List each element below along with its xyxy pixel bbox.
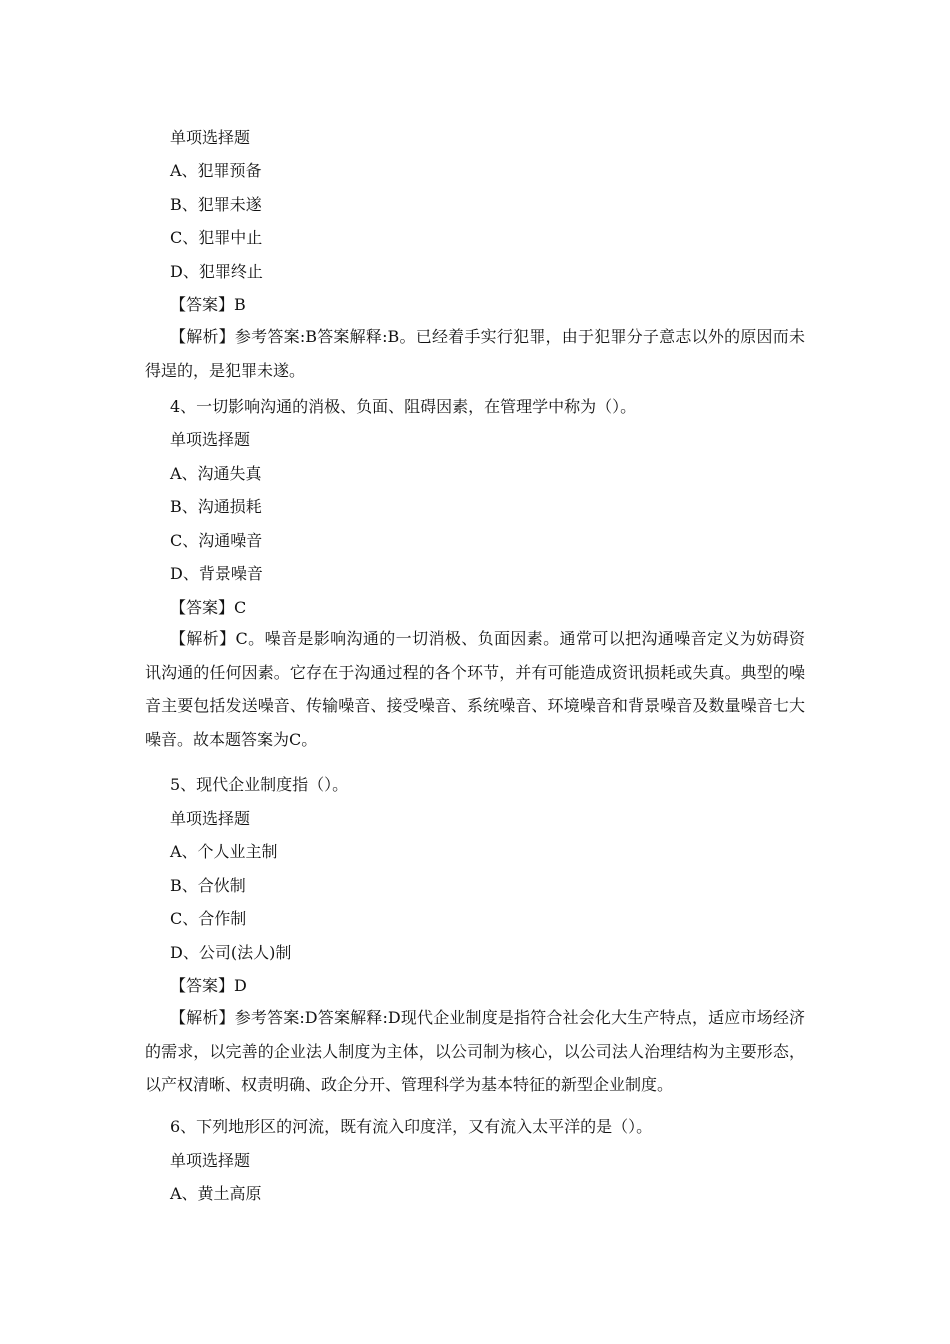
question-stem: 6、下列地形区的河流，既有流入印度洋，又有流入太平洋的是（）。: [170, 1117, 653, 1136]
option-a: A、沟通失真: [170, 464, 262, 483]
answer: 【答案】D: [170, 976, 247, 995]
option-d: D、公司(法人)制: [170, 943, 292, 962]
option-b: B、合伙制: [170, 876, 246, 895]
analysis: 【解析】C。噪音是影响沟通的一切消极、负面因素。通常可以把沟通噪音定义为妨碍资讯沟通的任何因素。它存在于沟通过程的各个环节，并有可能造成资讯损耗或失真。典型的噪音主要包括发送噪音、传输噪音、接受噪音、系统噪音、环境噪音和背景噪音及数量噪音七大噪音。故本题答案为C。: [145, 629, 805, 749]
option-a: A、犯罪预备: [170, 161, 262, 180]
question-stem: 5、现代企业制度指（）。: [170, 775, 349, 794]
answer: 【答案】B: [170, 295, 246, 314]
option-c: C、合作制: [170, 909, 247, 928]
option-d: D、犯罪终止: [170, 262, 263, 281]
question-type: 单项选择题: [170, 1151, 251, 1170]
answer: 【答案】C: [170, 598, 247, 617]
option-b: B、犯罪未遂: [170, 195, 262, 214]
option-b: B、沟通损耗: [170, 497, 262, 516]
option-c: C、沟通噪音: [170, 531, 263, 550]
question-type: 单项选择题: [170, 128, 251, 147]
question-type: 单项选择题: [170, 809, 251, 828]
question-stem: 4、一切影响沟通的消极、负面、阻碍因素，在管理学中称为（）。: [170, 397, 637, 416]
option-d: D、背景噪音: [170, 564, 263, 583]
question-type: 单项选择题: [170, 430, 251, 449]
analysis: 【解析】参考答案:B答案解释:B。已经着手实行犯罪，由于犯罪分子意志以外的原因而未得逞的，是犯罪未遂。: [145, 327, 805, 380]
option-a: A、黄土高原: [170, 1184, 262, 1203]
option-c: C、犯罪中止: [170, 228, 263, 247]
option-a: A、个人业主制: [170, 842, 278, 861]
analysis: 【解析】参考答案:D答案解释:D现代企业制度是指符合社会化大生产特点，适应市场经济的需求，以完善的企业法人制度为主体，以公司制为核心，以公司法人治理结构为主要形态，以产权清晰、权责明确、政企分开、管理科学为基本特征的新型企业制度。: [145, 1008, 805, 1095]
